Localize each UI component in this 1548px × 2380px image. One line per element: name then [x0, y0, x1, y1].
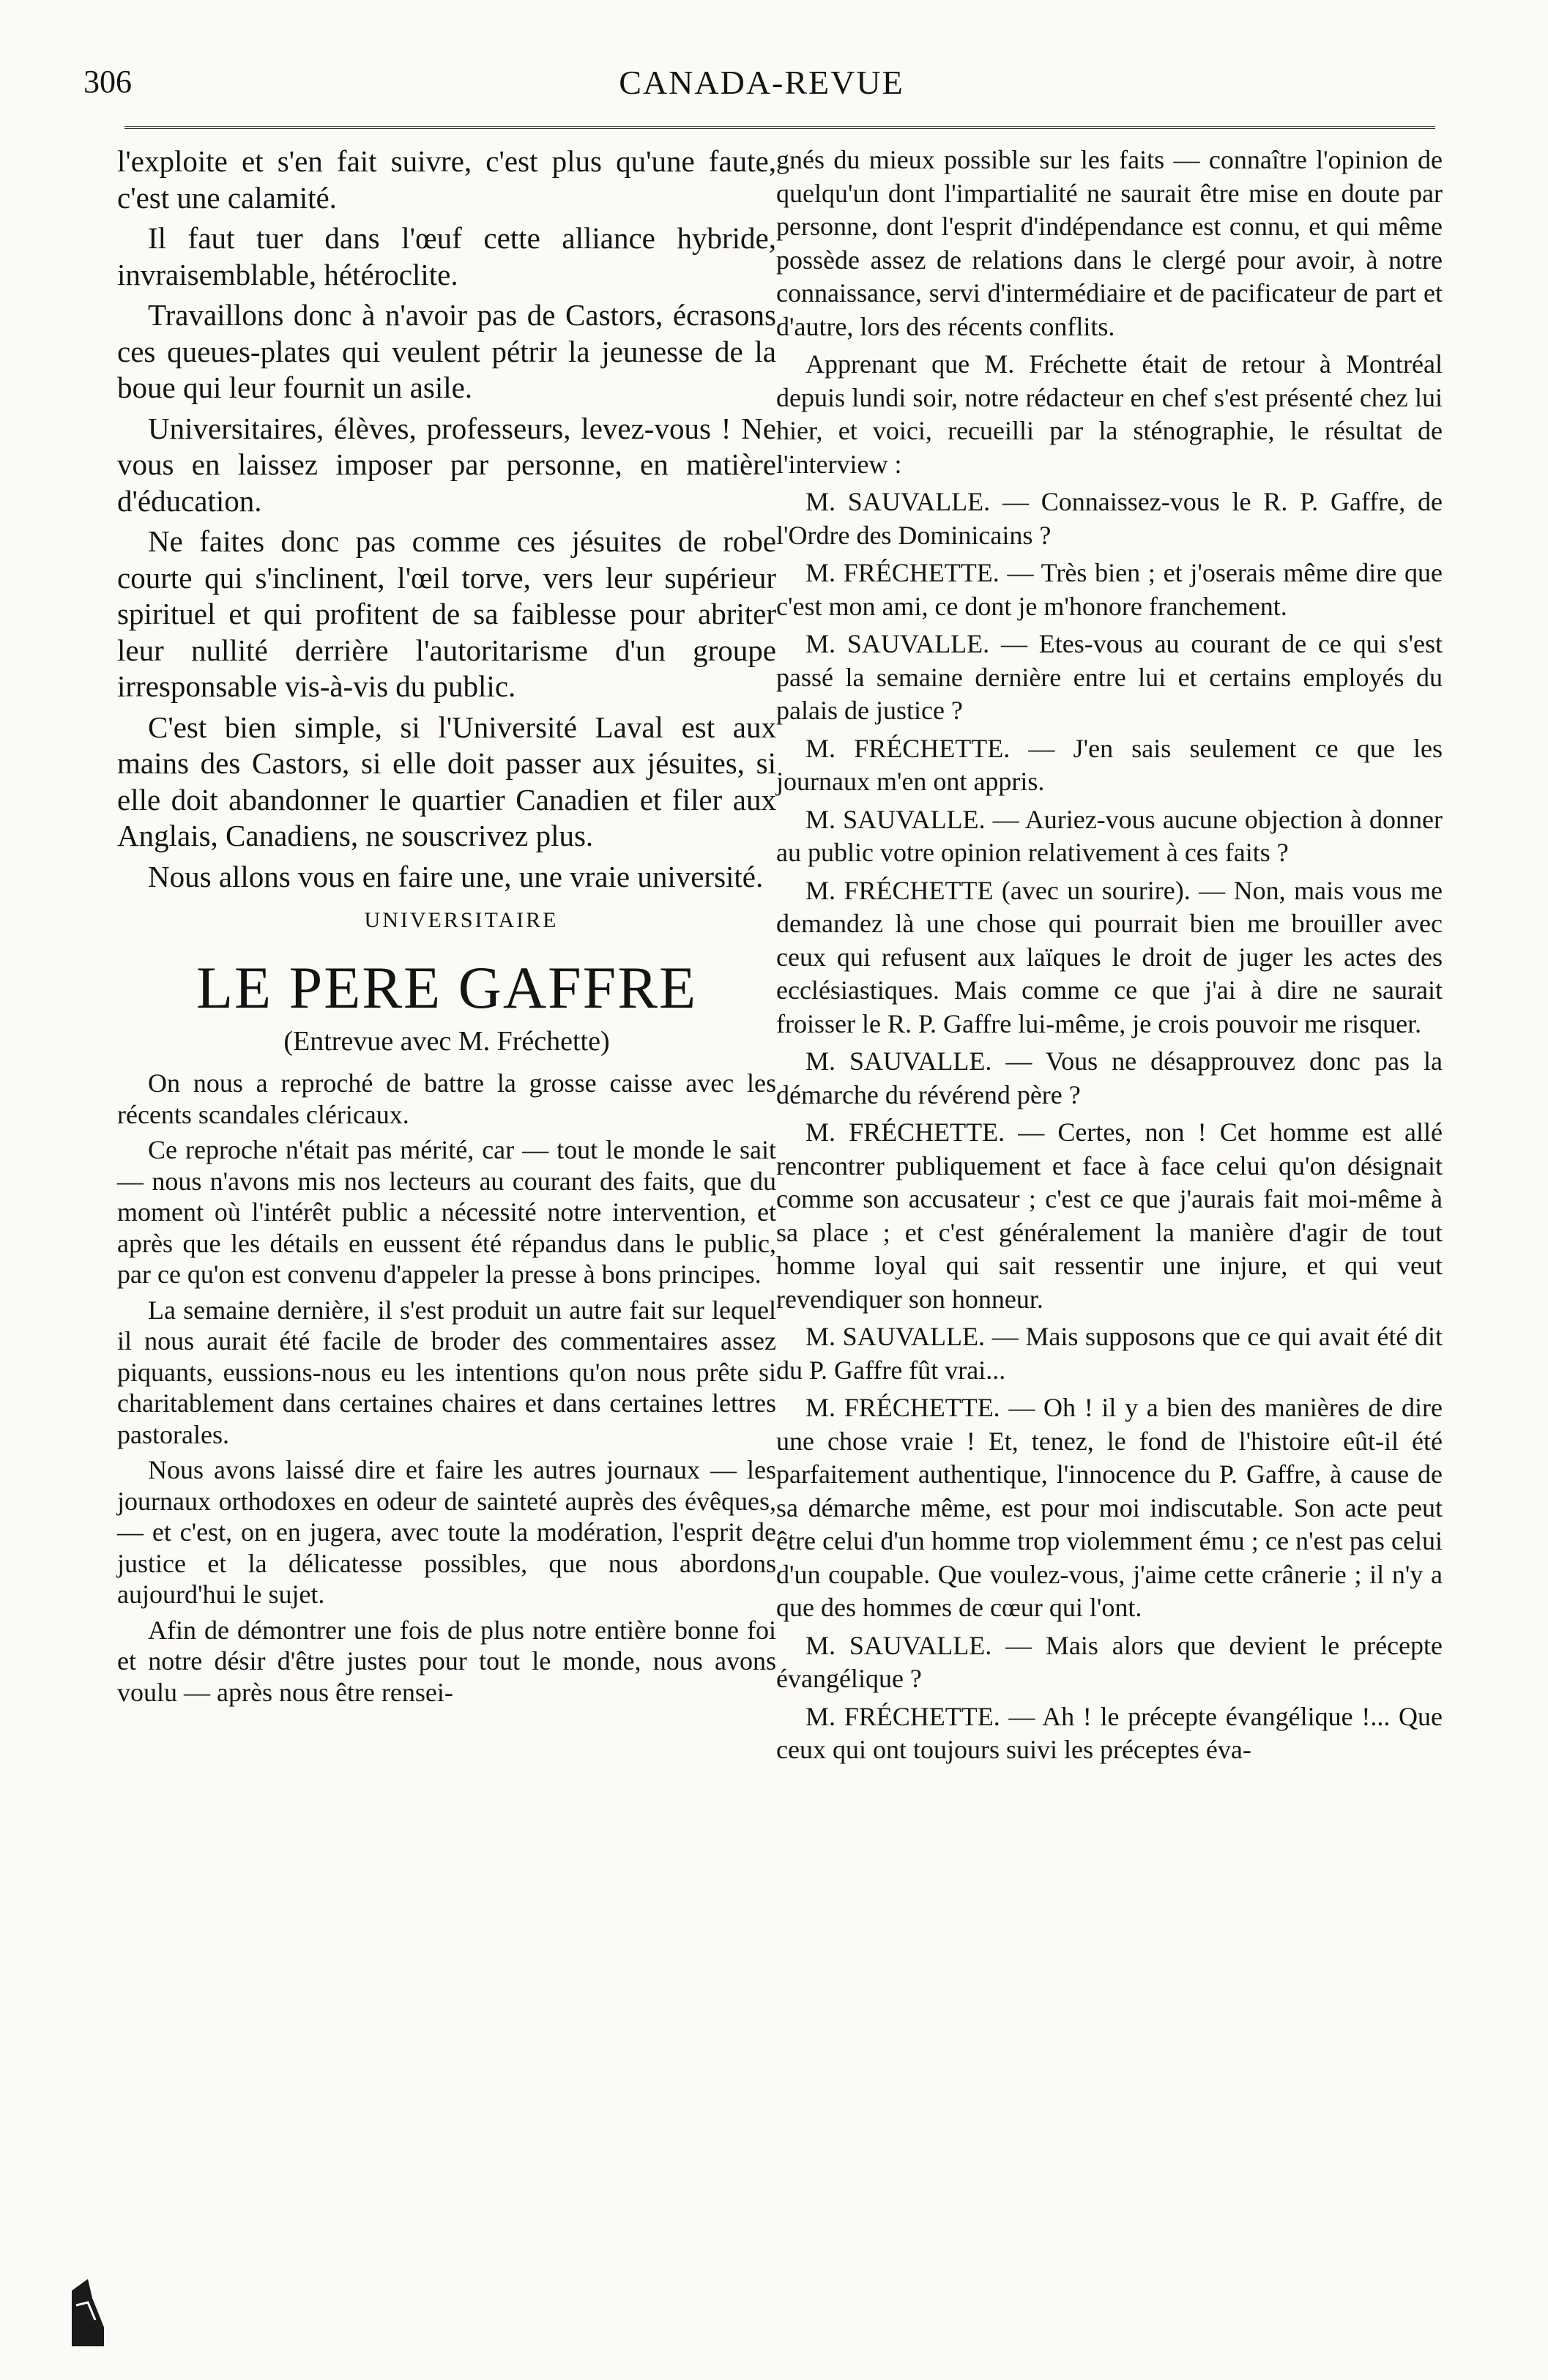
paragraph: M. FRÉCHETTE. — Ah ! le précepte évangélique !... Que ceux qui ont toujours suivi les préceptes éva-	[776, 1701, 1443, 1764]
paragraph: Ne faites donc pas comme ces jésuites de robe courte qui s'inclinent, l'œil torve, vers leur supérieur spirituel et qui profitent de sa faiblesse pour abriter leur nullité derrière l'autoritarisme d'un groupe irresponsable vis-à-vis du public.	[117, 524, 776, 703]
paragraph: C'est bien simple, si l'Université Laval est aux mains des Castors, si elle doit passer aux jésuites, si elle doit abandonner le quartier Canadien et filer aux Anglais, Canadiens, ne souscrivez plus.	[117, 710, 776, 852]
paragraph: M. SAUVALLE. — Connaissez-vous le R. P. Gaffre, de l'Ordre des Dominicains ?	[776, 487, 1443, 550]
paragraph: Il faut tuer dans l'œuf cette alliance hybride, invraisemblable, hétéroclite.	[117, 221, 776, 291]
paragraph: M. SAUVALLE. — Auriez-vous aucune objection à donner au public votre opinion relativement à ces faits ?	[776, 804, 1443, 867]
paragraph: gnés du mieux possible sur les faits — connaître l'opinion de quelqu'un dont l'impartialité ne saurait être mise en doute par personne, dont l'esprit d'indépendance est connu, et qui même possède assez de relations dans le clergé pour avoir, à notre connaissance, servi d'intermédiaire et de pacificateur de part et d'autre, lors des récents conflits.	[776, 145, 1443, 341]
paragraph: M. FRÉCHETTE. — Oh ! il y a bien des manières de dire une chose vraie ! Et, tenez, le fond de l'histoire eût-il été parfaitement authentique, l'innocence du P. Gaffre, à cause de sa démarche même, est pour moi indiscutable. Son acte peut être celui d'un homme trop violemment ému ; ce n'est pas celui d'un coupable. Que voulez-vous, j'aime cette crânerie ; il n'y a que des hommes de cœur qui l'ont.	[776, 1393, 1443, 1622]
article-title: LE PERE GAFFRE	[196, 954, 698, 1021]
article-subtitle: (Entrevue avec M. Fréchette)	[283, 1026, 610, 1057]
paragraph: M. SAUVALLE. — Etes-vous au courant de ce qui s'est passé la semaine dernière entre lui et certains employés du palais de justice ?	[776, 629, 1443, 725]
paragraph: Universitaires, élèves, professeurs, levez-vous ! Ne vous en laissez imposer par personne, en matière d'éducation.	[117, 411, 776, 518]
paragraph: On nous a reproché de battre la grosse caisse avec les récents scandales cléricaux.	[117, 1068, 776, 1129]
paragraph: l'exploite et s'en fait suivre, c'est plus qu'une faute, c'est une calamité.	[117, 144, 776, 215]
right-column	[776, 144, 1443, 1771]
paragraph: M. FRÉCHETTE. — Certes, non ! Cet homme est allé rencontrer publiquement et face à face celui qu'on désignait comme son accusateur ; c'est ce que j'aurais fait moi-même à sa place ; et c'est généralement la manière d'agir de tout homme loyal qui sait ressentir une injure, et qui veut revendiquer son honneur.	[776, 1118, 1443, 1314]
journal-title: CANADA-REVUE	[619, 64, 904, 101]
article-signature: UNIVERSITAIRE	[364, 908, 559, 932]
paragraph: M. FRÉCHETTE. — J'en sais seulement ce que les journaux m'en ont appris.	[776, 733, 1443, 796]
paragraph: Nous allons vous en faire une, une vraie université.	[148, 859, 764, 893]
paragraph: M. SAUVALLE. — Mais alors que devient le précepte évangélique ?	[776, 1630, 1443, 1693]
paragraph: La semaine dernière, il s'est produit un autre fait sur lequel il nous aurait été facile de broder des commentaires assez piquants, eussions-nous eu les intentions qu'on nous prête si charitablement dans certaines chaires et dans certaines lettres pastorales.	[117, 1295, 776, 1449]
left-column	[117, 144, 776, 1712]
running-header	[73, 63, 1450, 114]
paragraph: Afin de démontrer une fois de plus notre entière bonne foi et notre désir d'être justes pour tout le monde, nous avons voulu — après nous être rensei-	[117, 1615, 776, 1707]
paragraph: Nous avons laissé dire et faire les autres journaux — les journaux orthodoxes en odeur de sainteté auprès des évêques, — et c'est, on en jugera, avec toute la modération, l'esprit de justice et la délicatesse possibles, que nous abordons aujourd'hui le sujet.	[117, 1455, 776, 1609]
paragraph: Travaillons donc à n'avoir pas de Castors, écrasons ces queues-plates qui veulent pétrir la jeunesse de la boue qui leur fournit un asile.	[117, 298, 776, 404]
printer-ornament-icon	[66, 2276, 107, 2349]
paragraph: M. SAUVALLE. — Vous ne désapprouvez donc pas la démarche du révérend père ?	[776, 1046, 1443, 1109]
paragraph: M. FRÉCHETTE (avec un sourire). — Non, mais vous me demandez là une chose qui pourrait bien me brouiller avec ceux qui refusent aux laïques le droit de juger les actes des ecclésiastiques. Mais comme ce que j'ai à dire ne saurait froisser le R. P. Gaffre lui-même, je crois pouvoir me risquer.	[776, 875, 1443, 1038]
paragraph: Ce reproche n'était pas mérité, car — tout le monde le sait — nous n'avons mis nos lecteurs au courant des faits, que du moment où l'intérêt public a nécessité notre intervention, et après que les détails en eussent été répandus dans le public, par ce qu'on est convenu d'appeler la presse à bons principes.	[117, 1135, 776, 1289]
paragraph: M. SAUVALLE. — Mais supposons que ce qui avait été dit du P. Gaffre fût vrai...	[776, 1322, 1443, 1385]
paragraph: M. FRÉCHETTE. — Très bien ; et j'oserais même dire que c'est mon ami, ce dont je m'honore franchement.	[776, 558, 1443, 621]
header-rule	[124, 126, 1435, 129]
paragraph: Apprenant que M. Fréchette était de retour à Montréal depuis lundi soir, notre rédacteur en chef s'est présenté chez lui hier, et voici, recueilli par la sténographie, le résultat de l'interview :	[776, 349, 1443, 479]
page-number: 306	[83, 64, 132, 100]
